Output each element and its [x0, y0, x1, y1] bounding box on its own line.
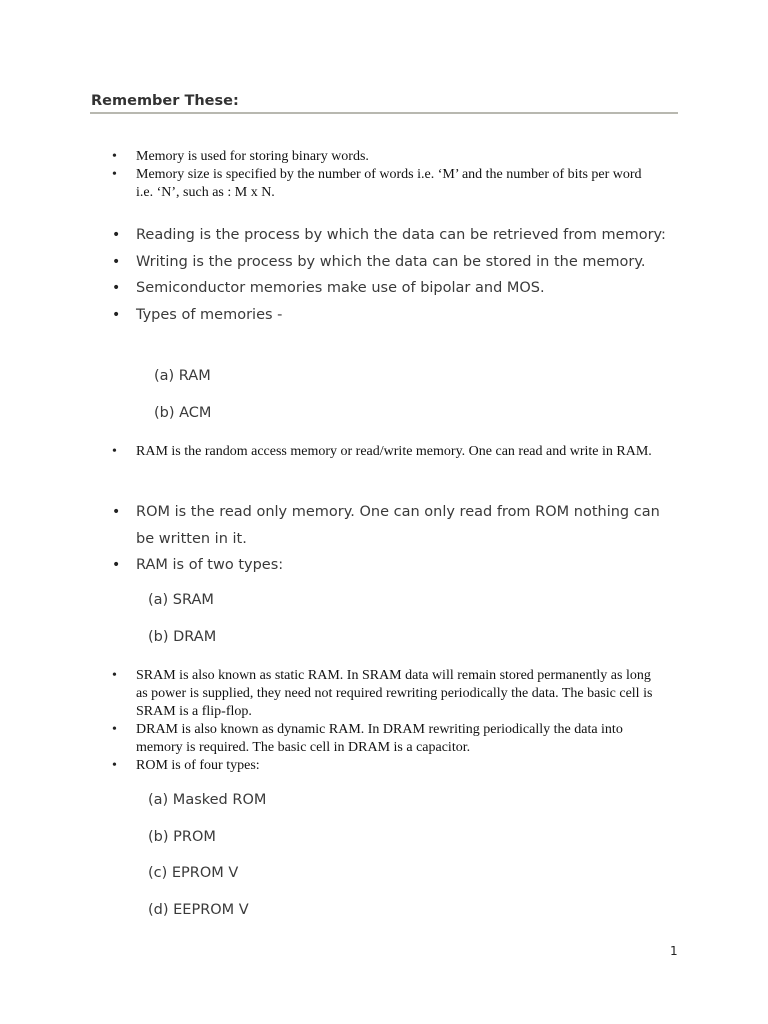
bullet-glyph: • [112, 722, 117, 737]
bullet-glyph: • [112, 444, 117, 459]
list-item [0, 499, 676, 552]
list-item [0, 302, 676, 329]
list-item [0, 552, 676, 579]
list-item [0, 721, 656, 757]
heading-underline [90, 112, 678, 114]
list-item-text: RAM is the random access memory or read/write memory. One can read and write in RAM. [136, 444, 652, 459]
list-item-text: Memory is used for storing binary words. [136, 149, 369, 164]
list-item-text: Types of memories - [136, 306, 283, 323]
bullet-list-operations [0, 222, 768, 328]
page-number: 1 [670, 944, 678, 958]
bullet-list-ram [0, 443, 768, 461]
bullet-glyph: • [112, 227, 121, 243]
memory-type-ram: (a) RAM [154, 368, 211, 384]
list-item [0, 667, 656, 721]
rom-type-eprom: (c) EPROM V [148, 865, 239, 881]
list-item [0, 148, 656, 166]
rom-type-prom: (b) PROM [148, 829, 216, 845]
list-item-text: DRAM is also known as dynamic RAM. In DRAM rewriting periodically the data into memory is required. The basic cell in DRAM is a capacitor. [136, 722, 623, 755]
rom-type-eeprom: (d) EEPROM V [148, 902, 249, 918]
section-heading: Remember These: [91, 93, 239, 109]
list-item-text: Reading is the process by which the data can be retrieved from memory: [136, 227, 666, 243]
bullet-glyph: • [112, 280, 121, 296]
list-item [0, 443, 656, 461]
bullet-list-rom-ram [0, 499, 768, 579]
ram-type-dram: (b) DRAM [148, 629, 217, 645]
bullet-glyph: • [112, 557, 121, 573]
list-item [0, 275, 676, 302]
bullet-glyph: • [112, 167, 117, 182]
list-item [0, 166, 656, 202]
list-item-text: SRAM is also known as static RAM. In SRAM data will remain stored permanently as long as power is supplied, they need not required rewriting periodically the data. The basic cell is SRAM is a flip-flop. [136, 668, 653, 719]
list-item-text: ROM is the read only memory. One can only read from ROM nothing can be written in it. [136, 504, 660, 547]
bullet-list-sram-dram-rom [0, 667, 768, 775]
list-item-text: RAM is of two types: [136, 557, 284, 573]
rom-type-masked: (a) Masked ROM [148, 792, 267, 808]
bullet-glyph: • [112, 668, 117, 683]
list-item-text: ROM is of four types: [136, 758, 260, 773]
ram-type-sram: (a) SRAM [148, 592, 214, 608]
memory-type-acm: (b) ACM [154, 405, 212, 421]
bullet-glyph: • [112, 306, 121, 323]
bullet-glyph: • [112, 149, 117, 164]
list-item [0, 222, 676, 249]
bullet-list-memory-basics [0, 148, 768, 202]
bullet-glyph: • [112, 253, 121, 270]
bullet-glyph: • [112, 504, 121, 520]
list-item-text: Writing is the process by which the data can be stored in the memory. [136, 253, 646, 270]
bullet-glyph: • [112, 758, 117, 773]
list-item-text: Semiconductor memories make use of bipolar and MOS. [136, 280, 545, 296]
list-item [0, 757, 656, 775]
list-item-text: Memory size is specified by the number of words i.e. ‘M’ and the number of bits per word i.e. ‘N’, such as : M x N. [136, 167, 642, 200]
list-item [0, 249, 676, 276]
